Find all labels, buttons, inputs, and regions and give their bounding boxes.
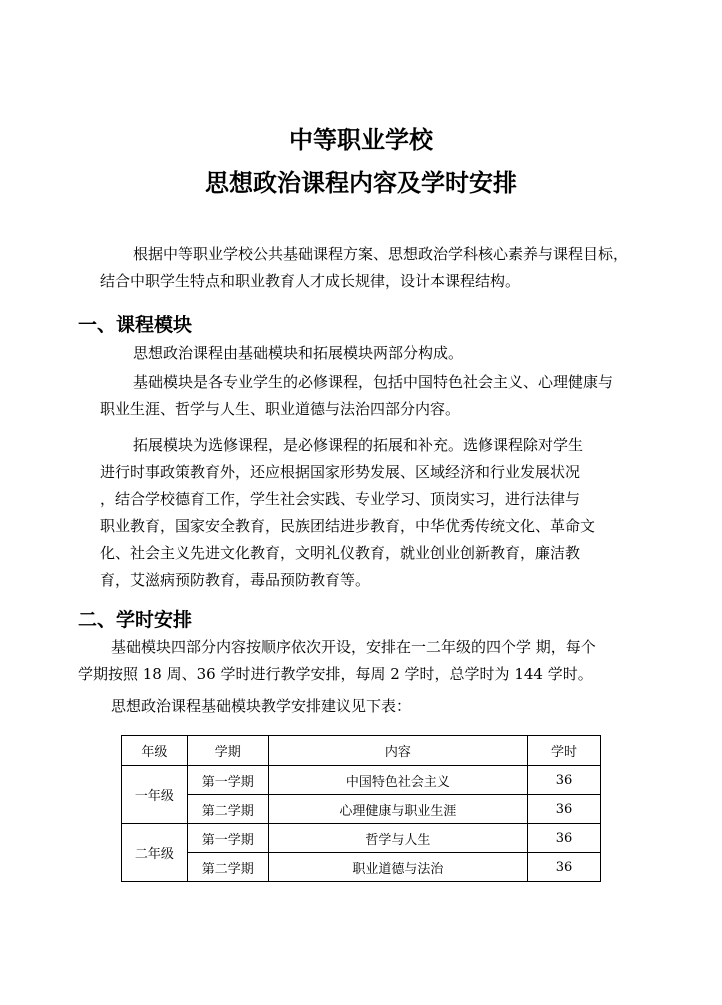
section1-paragraph3-line: 进行时事政策教育外，还应根据国家形势发展、区域经济和行业发展状况 — [100, 463, 581, 481]
hours-cell: 36 — [528, 766, 601, 795]
grade-cell: 一年级 — [122, 766, 188, 824]
table-row — [122, 824, 601, 853]
header-grade: 年级 — [122, 736, 188, 766]
document-title-line1: 中等职业学校 — [289, 126, 433, 154]
section1-paragraph3-line: 化、社会主义先进文化教育，文明礼仪教育，就业创业创新教育，廉洁教 — [100, 544, 581, 562]
section1-paragraph2-line2: 职业生涯、哲学与人生、职业道德与法治四部分内容。 — [100, 400, 461, 418]
section1-paragraph2-line1: 基础模块是各专业学生的必修课程，包括中国特色社会主义、心理健康与 — [133, 373, 614, 391]
content-cell: 哲学与人生 — [268, 824, 527, 853]
hours-cell: 36 — [528, 853, 601, 882]
table-row — [122, 853, 601, 882]
term-cell: 第一学期 — [187, 766, 268, 795]
grade-cell: 二年级 — [122, 824, 188, 882]
content-cell: 心理健康与职业生涯 — [268, 795, 527, 824]
term-cell: 第二学期 — [187, 853, 268, 882]
intro-line1: 根据中等职业学校公共基础课程方案、思想政治学科核心素养与课程目标， — [133, 245, 629, 263]
table-row — [122, 766, 601, 795]
content-cell: 中国特色社会主义 — [268, 766, 527, 795]
section1-heading: 一、课程模块 — [78, 314, 193, 336]
hours-cell: 36 — [528, 795, 601, 824]
term-cell: 第一学期 — [187, 824, 268, 853]
content-cell: 职业道德与法治 — [268, 853, 527, 882]
hours-cell: 36 — [528, 824, 601, 853]
intro-line2: 结合中职学生特点和职业教育人才成长规律，设计本课程结构。 — [100, 272, 521, 290]
section2-heading: 二、学时安排 — [78, 609, 193, 631]
document-title-line2: 思想政治课程内容及学时安排 — [205, 169, 517, 197]
header-term: 学期 — [187, 736, 268, 766]
table-row — [122, 795, 601, 824]
section2-paragraph1-line1: 基础模块四部分内容按顺序依次开设，安排在一二年级的四个学 期，每个 — [111, 638, 596, 656]
term-cell: 第二学期 — [187, 795, 268, 824]
section2-paragraph2: 思想政治课程基础模块教学安排建议见下表： — [111, 697, 412, 715]
header-content: 内容 — [268, 736, 527, 766]
section1-paragraph3-line: 育，艾滋病预防教育，毒品预防教育等。 — [100, 571, 371, 589]
section1-paragraph3-line: ，结合学校德育工作，学生社会实践、专业学习、顶岗实习，进行法律与 — [100, 490, 581, 508]
section1-paragraph3-line: 职业教育，国家安全教育，民族团结进步教育，中华优秀传统文化、革命文 — [100, 517, 596, 535]
section1-paragraph1: 思想政治课程由基础模块和拓展模块两部分构成。 — [133, 344, 464, 362]
section1-paragraph3-line: 拓展模块为选修课程，是必修课程的拓展和补充。选修课程除对学生 — [133, 436, 584, 454]
header-hours: 学时 — [528, 736, 601, 766]
schedule-table — [121, 735, 601, 882]
table-header-row — [122, 736, 601, 766]
section2-paragraph1-line2: 学期按照 18 周、36 学时进行教学安排，每周 2 学时，总学时为 144 学时。 — [78, 665, 593, 683]
